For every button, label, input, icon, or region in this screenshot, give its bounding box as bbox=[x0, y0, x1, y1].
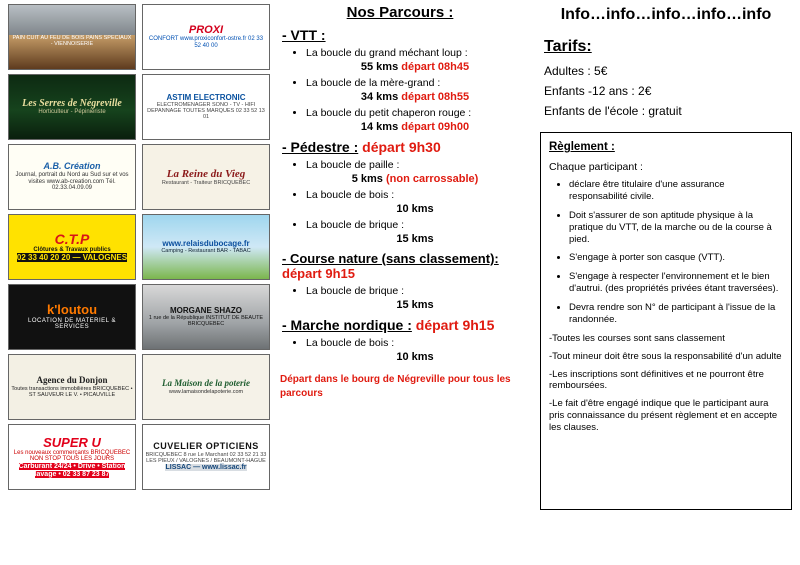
route-label: La boucle de brique : bbox=[306, 219, 405, 231]
section-departure: départ 9h15 bbox=[282, 266, 355, 281]
route-departure: départ 08h45 bbox=[398, 61, 470, 73]
ad-banner: LISSAC — www.lissac.fr bbox=[165, 464, 247, 472]
ad-la-maison-de-la-poterie bbox=[142, 354, 270, 420]
route-item bbox=[306, 219, 524, 245]
ad-title: La Reine du Vieg bbox=[166, 167, 246, 180]
ad-title: A.B. Création bbox=[43, 161, 101, 172]
sponsor-ads-grid bbox=[8, 4, 270, 557]
ad-subtitle: Les nouveaux commerçants BRICQUEBEC NON STOP TOUS LES JOURS bbox=[13, 449, 131, 463]
section-label: - VTT : bbox=[282, 27, 326, 43]
ad-text bbox=[9, 96, 135, 118]
reglement-bullet: • déclare être titulaire d'une assurance responsabilité civile. bbox=[569, 179, 783, 203]
route-item bbox=[306, 77, 524, 103]
ad-title: ASTIM ELECTRONIC bbox=[166, 92, 246, 102]
routes-sections bbox=[276, 27, 524, 363]
ad-subtitle: Restaurant - Traiteur BRICQUEBEC bbox=[161, 180, 251, 187]
ad-agence-du-donjon bbox=[8, 354, 136, 420]
route-distance: 15 kms bbox=[396, 233, 434, 245]
route-label: La boucle du petit chaperon rouge : bbox=[306, 107, 472, 119]
route-distance-line bbox=[306, 351, 524, 363]
info-header: Info…info…info…info…info bbox=[560, 6, 772, 23]
tarif-line: Enfants -12 ans : 2€ bbox=[544, 84, 652, 98]
route-list bbox=[276, 337, 524, 363]
section-departure: départ 9h15 bbox=[411, 317, 495, 333]
ad-title: SUPER U bbox=[43, 434, 101, 450]
reglement-bullets bbox=[549, 179, 783, 326]
route-label: La boucle de brique : bbox=[306, 285, 405, 297]
ad-subtitle: ELECTROMENAGER SONO - TV - HIFI DEPANNAGE TOUTES MARQUES 02 33 52 13 01 bbox=[147, 102, 265, 121]
route-list bbox=[276, 159, 524, 245]
reglement-bullet: • S'engage à porter son casque (VTT). bbox=[569, 252, 783, 264]
ad-kloutou-location-materiel bbox=[8, 284, 136, 350]
section-label: - Marche nordique : bbox=[282, 317, 412, 333]
route-label: La boucle de bois : bbox=[306, 189, 395, 201]
route-distance: 5 kms bbox=[351, 173, 383, 185]
route-distance: 15 kms bbox=[396, 299, 434, 311]
ad-text bbox=[9, 230, 135, 265]
ad-text bbox=[143, 166, 269, 188]
routes-column bbox=[276, 4, 524, 559]
ad-les-serres-de-negreville bbox=[8, 74, 136, 140]
ad-subtitle: LOCATION DE MATERIEL & SERVICES bbox=[28, 317, 116, 331]
route-distance-line bbox=[306, 299, 524, 311]
ad-subtitle: www.lamaisondelapoterie.com bbox=[168, 388, 244, 395]
ad-boulangerie-patisserie bbox=[8, 4, 136, 70]
route-distance: 14 kms bbox=[360, 121, 399, 133]
reglement-note: -Toutes les courses sont sans classement bbox=[549, 332, 725, 344]
route-distance: 34 kms bbox=[360, 91, 399, 103]
section-vtt bbox=[276, 27, 524, 133]
ad-banner: Carburant 24/24 • Drive • Station lavage • 02 33 87 23 87 bbox=[18, 463, 126, 478]
ad-text bbox=[9, 374, 135, 400]
ad-banner: 02 33 40 20 20 — VALOGNES bbox=[16, 252, 128, 262]
route-list bbox=[276, 47, 524, 133]
ad-subtitle: PAIN CUIT AU FEU DE BOIS PAINS SPECIAUX - VIENNOISERIE bbox=[12, 35, 132, 48]
routes-title: Nos Parcours : bbox=[346, 4, 454, 21]
ad-title: k'loutou bbox=[46, 302, 98, 318]
reglement-bullet: • Devra rendre son N° de participant à l'issue de la randonnée. bbox=[569, 302, 783, 326]
route-distance-line bbox=[306, 121, 524, 133]
route-distance: 55 kms bbox=[360, 61, 399, 73]
ad-text bbox=[143, 22, 269, 51]
section-departure: départ 9h30 bbox=[358, 139, 441, 155]
tarifs-title: Tarifs: bbox=[544, 38, 592, 55]
reglement-note: -Le fait d'être engagé indique que le participant aura pris connaissance du présent règlement et en accepte les clauses. bbox=[549, 398, 778, 433]
route-distance: 10 kms bbox=[396, 351, 434, 363]
section-title-vtt bbox=[282, 27, 524, 43]
route-label: La boucle de paille : bbox=[306, 159, 400, 171]
reglement-note: -Tout mineur doit être sous la responsabilité d'un adulte bbox=[549, 350, 782, 362]
route-distance-line bbox=[306, 233, 524, 245]
section-title-course-nature bbox=[282, 251, 524, 281]
ad-text bbox=[9, 301, 135, 332]
tarif-line: Adultes : 5€ bbox=[544, 64, 608, 78]
ad-subtitle: BRICQUEBEC 8 rue Le Marchant 02 33 52 21 33 LES PIEUX / VALOGNES / BEAUMONT-HAGUE bbox=[145, 452, 267, 465]
ad-text bbox=[9, 160, 135, 194]
route-departure: départ 09h00 bbox=[398, 121, 470, 133]
ad-title: C.T.P bbox=[54, 230, 90, 247]
ad-text bbox=[143, 92, 269, 123]
ad-ctp-clotures-travaux-publics bbox=[8, 214, 136, 280]
route-distance-line bbox=[306, 173, 524, 185]
route-label: La boucle de bois : bbox=[306, 337, 395, 349]
route-label: La boucle du grand méchant loup : bbox=[306, 47, 468, 59]
reglement-bullet: • Doit s'assurer de son aptitude physique à la pratique du VTT, de la marche ou de la course à pied. bbox=[569, 210, 783, 246]
ad-title: Les Serres de Négreville bbox=[22, 98, 122, 110]
route-label: La boucle de la mère-grand : bbox=[306, 77, 441, 89]
ad-cuvelier-opticiens bbox=[142, 424, 270, 490]
reglement-title: Règlement : bbox=[549, 141, 615, 153]
reglement-intro: Chaque participant : bbox=[549, 161, 643, 173]
ad-subtitle: CONFORT www.proxiconfort-ostre.fr 02 33 52 40 00 bbox=[148, 36, 264, 50]
ad-text bbox=[143, 305, 269, 330]
section-marche-nordique bbox=[276, 317, 524, 363]
route-item bbox=[306, 47, 524, 73]
ad-title: La Maison de la poterie bbox=[162, 378, 250, 389]
section-label: - Course nature (sans classement): bbox=[282, 251, 499, 266]
ad-subtitle: Toutes transactions immobilières BRICQUEBEC • ST SAUVEUR LE V. • PICAUVILLE bbox=[11, 385, 133, 398]
ad-subtitle: 1 rue de la République INSTITUT DE BEAUTE BRICQUEBEC bbox=[148, 315, 264, 328]
ad-subtitle: Horticulteur - Pépiniériste bbox=[38, 109, 106, 116]
ad-proxi-confort bbox=[142, 4, 270, 70]
section-pedestre bbox=[276, 139, 524, 245]
ad-photo bbox=[9, 5, 135, 35]
route-distance-line bbox=[306, 203, 524, 215]
ad-subtitle: Journal, portrait du Nord au Sud sur et vos visites www.ab-creation.com Tél. 02.33.04.09.09 bbox=[15, 172, 129, 192]
ad-title: Agence du Donjon bbox=[36, 375, 108, 385]
route-distance-line bbox=[306, 61, 524, 73]
ad-title: MORGANE SHAZO bbox=[170, 305, 242, 315]
section-course-nature bbox=[276, 251, 524, 311]
route-departure: départ 08h55 bbox=[398, 91, 470, 103]
ad-relais-du-bocage bbox=[142, 214, 270, 280]
ad-morgane-shazo bbox=[142, 284, 270, 350]
route-item bbox=[306, 285, 524, 311]
ad-la-reine-du-vieg bbox=[142, 144, 270, 210]
reglement-box bbox=[540, 132, 792, 510]
ad-title: www.relaisdubocage.fr bbox=[162, 238, 250, 248]
ad-astim-electronic bbox=[142, 74, 270, 140]
route-list bbox=[276, 285, 524, 311]
routes-footnote: Départ dans le bourg de Négreville pour tous les parcours bbox=[280, 374, 511, 399]
ad-title: CUVELIER OPTICIENS bbox=[153, 441, 259, 452]
section-label: - Pédestre : bbox=[282, 139, 359, 155]
route-note: (non carrossable) bbox=[382, 173, 479, 185]
route-item bbox=[306, 159, 524, 185]
tarifs-list bbox=[540, 64, 792, 118]
info-column bbox=[540, 4, 792, 559]
route-item bbox=[306, 189, 524, 215]
ad-subtitle: Clôtures & Travaux publics bbox=[33, 247, 111, 253]
ad-text bbox=[143, 238, 269, 257]
reglement-notes bbox=[549, 333, 783, 434]
tarif-line: Enfants de l'école : gratuit bbox=[544, 104, 682, 118]
reglement-bullet: • S'engage à respecter l'environnement et le bien d'autrui. (des propriétés privées étant traversées). bbox=[569, 271, 783, 295]
section-title-pedestre bbox=[282, 139, 524, 155]
route-item bbox=[306, 337, 524, 363]
reglement-note: -Les inscriptions sont définitives et ne pourront être remboursées. bbox=[549, 368, 764, 392]
ad-text bbox=[143, 440, 269, 474]
route-item bbox=[306, 107, 524, 133]
ad-text bbox=[9, 434, 135, 481]
route-distance-line bbox=[306, 91, 524, 103]
route-distance: 10 kms bbox=[396, 203, 434, 215]
ad-subtitle: Camping - Restaurant BAR - TABAC bbox=[161, 248, 251, 255]
ad-title: PROXI bbox=[188, 24, 224, 37]
ad-super-u-bricquebec bbox=[8, 424, 136, 490]
ad-text bbox=[143, 377, 269, 397]
section-title-marche-nordique bbox=[282, 317, 524, 333]
ad-ab-creation bbox=[8, 144, 136, 210]
